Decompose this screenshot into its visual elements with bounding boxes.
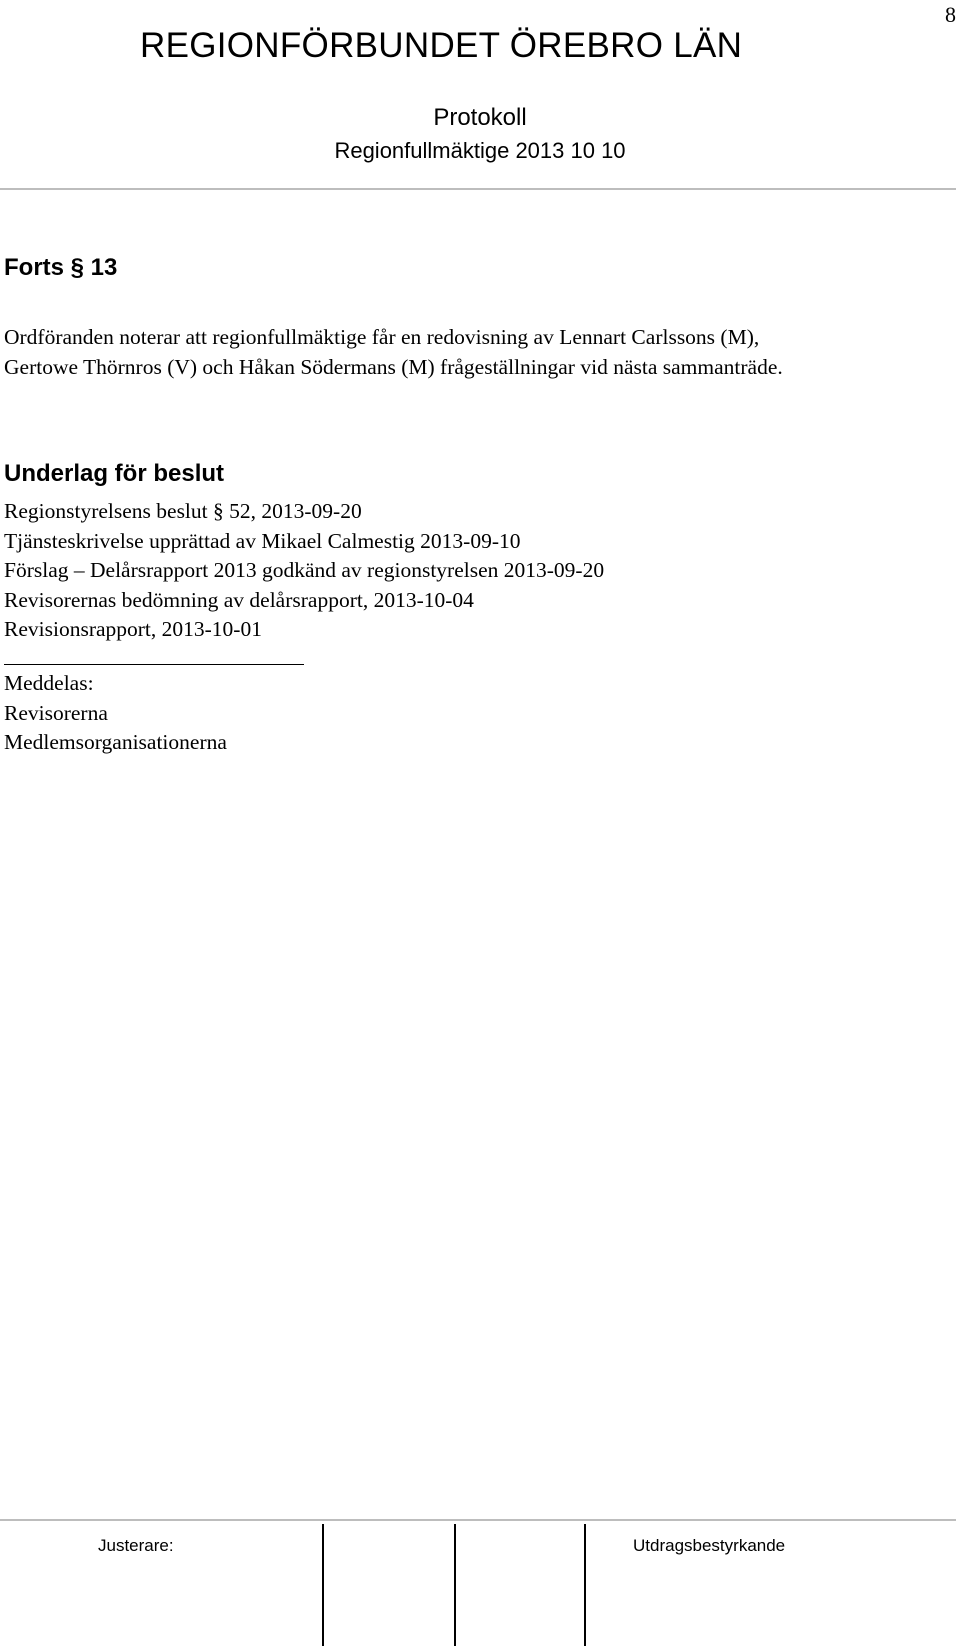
meeting-title: Regionfullmäktige 2013 10 10 bbox=[334, 138, 626, 163]
separator-line bbox=[4, 664, 304, 665]
basis-item: Tjänsteskrivelse upprättad av Mikael Calmestig 2013-09-10 bbox=[4, 528, 521, 553]
footer-divider bbox=[0, 1519, 956, 1521]
notification-label: Meddelas: bbox=[4, 671, 94, 695]
basis-item: Regionstyrelsens beslut § 52, 2013-09-20 bbox=[4, 499, 362, 523]
basis-item: Revisorernas bedömning av delårsrapport, 2013-10-04 bbox=[4, 587, 474, 612]
signature-line bbox=[454, 1524, 456, 1646]
section-paragraph bbox=[4, 322, 783, 382]
organization-title: REGIONFÖRBUNDET ÖREBRO LÄN bbox=[140, 26, 743, 65]
extract-certification-label: Utdragsbestyrkande bbox=[633, 1536, 786, 1555]
page-number: 8 bbox=[945, 2, 956, 27]
basis-heading: Underlag för beslut bbox=[4, 460, 225, 487]
paragraph-line: Ordföranden noterar att regionfullmäktige får en redovisning av Lennart Carlssons (M), bbox=[4, 325, 760, 349]
notification-block bbox=[4, 669, 227, 758]
document-type: Protokoll bbox=[433, 104, 527, 131]
basis-item: Revisionsrapport, 2013-10-01 bbox=[4, 617, 262, 641]
basis-item: Förslag – Delårsrapport 2013 godkänd av regionstyrelsen 2013-09-20 bbox=[4, 558, 605, 582]
basis-list bbox=[4, 497, 604, 645]
signature-line bbox=[584, 1524, 586, 1646]
header-divider bbox=[0, 188, 956, 190]
paragraph-line: Gertowe Thörnros (V) och Håkan Södermans (M) frågeställningar vid nästa sammanträde. bbox=[4, 355, 783, 379]
section-heading: Forts § 13 bbox=[4, 254, 118, 281]
signature-line bbox=[322, 1524, 324, 1646]
adjusters-label: Justerare: bbox=[98, 1536, 174, 1555]
notification-recipient: Revisorerna bbox=[4, 700, 108, 725]
notification-recipient: Medlemsorganisationerna bbox=[4, 730, 227, 754]
